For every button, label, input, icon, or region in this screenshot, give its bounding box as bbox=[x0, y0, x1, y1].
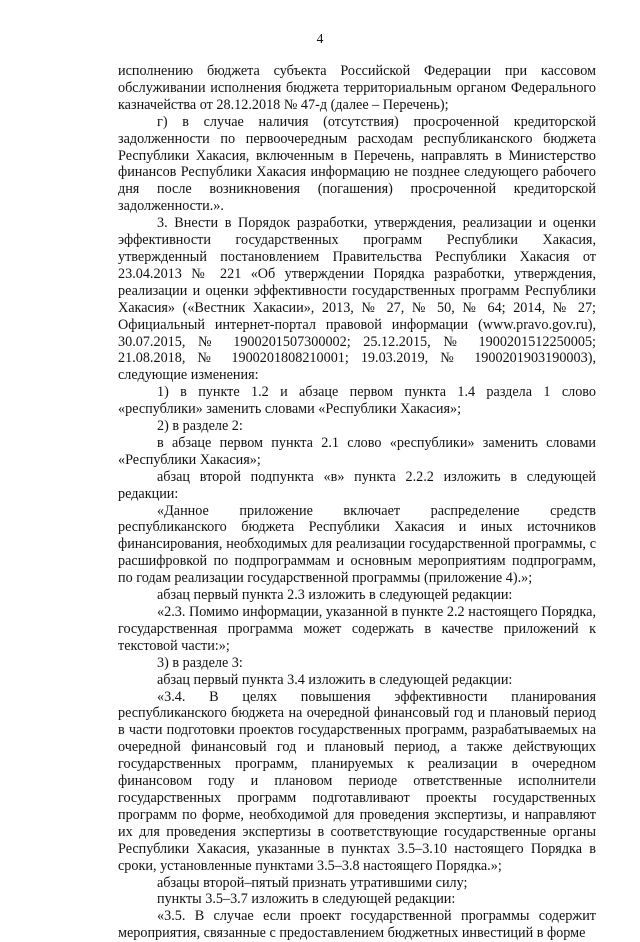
page-number: 4 bbox=[316, 31, 324, 46]
paragraph: абзац первый пункта 3.4 изложить в следующей редакции: bbox=[157, 671, 513, 688]
paragraph: исполнению бюджета субъекта Российской Федерации при кассовом обслуживании исполнения бюджета территориальным органом Федерального казначейства от 28.12.2018 № 47-д (далее – Перечень); bbox=[118, 63, 596, 113]
paragraph: 3. Внести в Порядок разработки, утверждения, реализации и оценки эффективности государственных программ Республики Хакасия, утвержденный постановлением Правительства Республики Хакасия от 23.04.2013 № 221 «Об утверждении Порядка разработки, утверждения, реализации и оценки эффективности государственных программ Республики Хакасия» («Вестник Хакасии», 2013, № 27, № 50, № 64; 2014, № 27; Официальный интернет-портал правовой информации (www.pravo.gov.ru), 30.07.2015, № 1900201507300002; 25.12.2015, № 1900201512250005; 21.08.2018, № 1900201808210001; 19.03.2019, № 1900201903190003), следующие изменения: bbox=[118, 215, 596, 384]
paragraph: абзац первый пункта 2.3 изложить в следующей редакции: bbox=[157, 587, 513, 604]
paragraph: 2) в разделе 2: bbox=[157, 418, 243, 435]
paragraph: «3.5. В случае если проект государственной программы содержит мероприятия, связанные с предоставлением бюджетных инвестиций в форме bbox=[118, 908, 596, 942]
paragraph: г) в случае наличия (отсутствия) просроченной кредиторской задолженности по первоочередным расходам республиканского бюджета Республики Хакасия, включенным в Перечень, направлять в Министерство финансов Республики Хакасия информацию не позднее следующего рабочего дня после возникновения (погашения) просроченной кредиторской задолженности.». bbox=[118, 113, 596, 215]
paragraph: в абзаце первом пункта 2.1 слово «республики» заменить словами «Республики Хакасия»; bbox=[118, 434, 596, 468]
paragraph: «Данное приложение включает распределение средств республиканского бюджета Республики Хакасия и иных источников финансирования, необходимых для реализации государственной программы, с расшифровкой по подпрограммам и основным мероприятиям подпрограмм, по годам реализации государственной программы (приложение 4).»; bbox=[118, 502, 596, 587]
paragraph: «2.3. Помимо информации, указанной в пункте 2.2 настоящего Порядка, государственная программа может содержать в качестве приложений к текстовой части:»; bbox=[118, 604, 596, 654]
paragraph: абзацы второй–пятый признать утратившими силу; bbox=[157, 874, 468, 891]
paragraph: 3) в разделе 3: bbox=[157, 654, 243, 671]
paragraph: абзац второй подпункта «в» пункта 2.2.2 изложить в следующей редакции: bbox=[118, 468, 596, 502]
paragraph: «3.4. В целях повышения эффективности планирования республиканского бюджета на очередной финансовый год и плановый период в части подготовки проектов государственных программ, разрабатываемых на очередной финансовый год и плановый период, а также действующих государственных программ, планируемых к реализации в очередном финансовом году и плановом периоде ответственные исполнители государственных программ подготавливают проекты государственных программ по форме, необходимой для проведения экспертизы, и направляют их для проведения экспертизы в соответствующие государственные органы Республики Хакасия, указанные в пунктах 3.5–3.10 настоящего Порядка в сроки, установленные пунктами 3.5–3.8 настоящего Порядка.»; bbox=[118, 688, 596, 874]
paragraph: пункты 3.5–3.7 изложить в следующей редакции: bbox=[157, 891, 456, 908]
paragraph: 1) в пункте 1.2 и абзаце первом пункта 1.4 раздела 1 слово «республики» заменить словами «Республики Хакасия»; bbox=[118, 384, 596, 418]
document-body bbox=[118, 63, 596, 942]
